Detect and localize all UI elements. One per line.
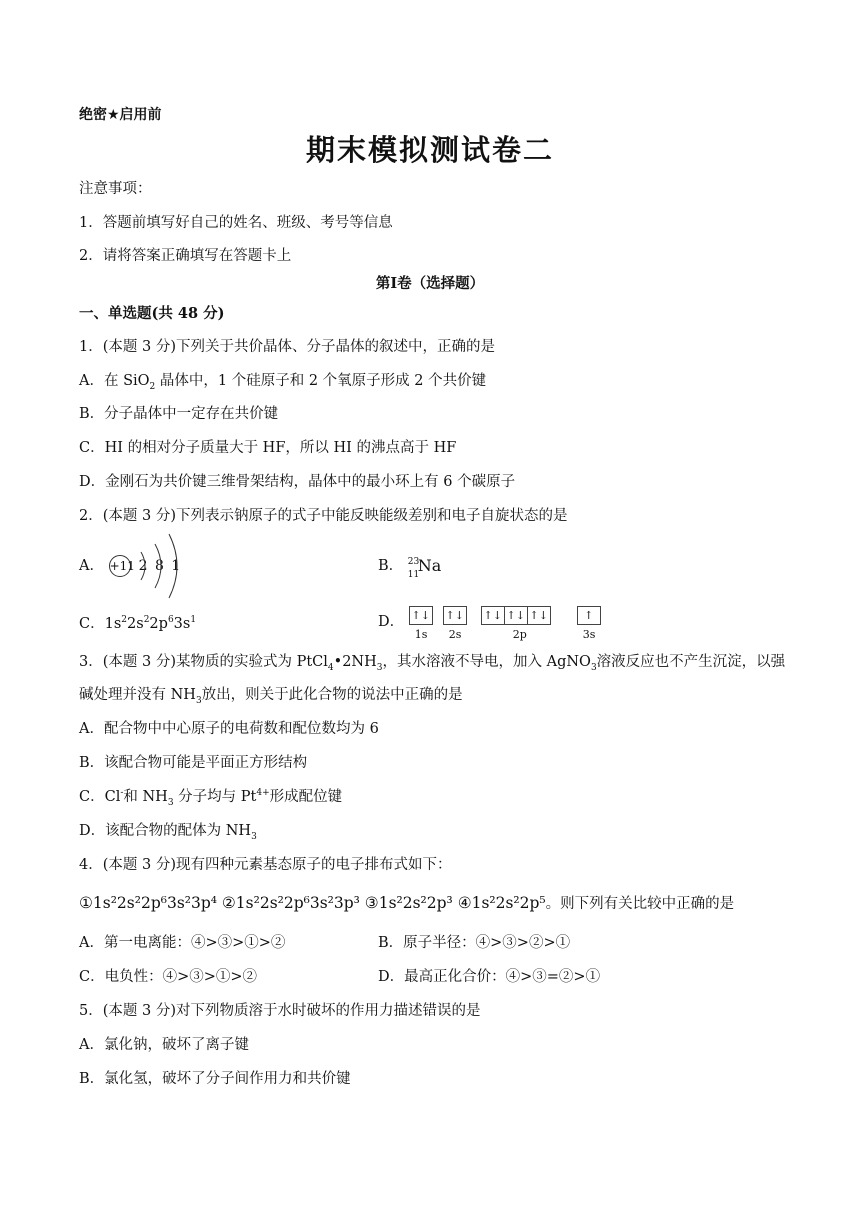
q2-option-a: [79, 556, 199, 576]
c-electrons: 6: [167, 615, 174, 626]
q3-option-d: [79, 821, 257, 841]
notes-heading: 注意事项：: [79, 181, 152, 197]
orbital-box: ↑↓: [443, 606, 467, 625]
section-title: 一、单选题(共 48 分): [79, 305, 225, 322]
q5-stem: 5．(本题 3 分)对下列物质溶于水时破坏的作用力描述错误的是: [79, 1003, 481, 1019]
orbital-box: ↑↓: [504, 606, 528, 625]
q3-text: 放出，则关于此化合物的说法中正确的是: [201, 687, 463, 703]
q5-option-a: A．氯化钠，破坏了离子键: [79, 1037, 249, 1053]
q2-a-label: A．: [79, 558, 104, 574]
q4-option-a: A．第一电离能：④>③>①>②: [79, 935, 286, 951]
q3-c-sub: 3: [167, 797, 174, 808]
q2-option-c: [79, 614, 196, 634]
atomic-structure-diagram: [109, 556, 199, 576]
q3-d-text: D．该配合物的配体为 NH: [79, 823, 252, 839]
q3-option-a: A．配合物中中心原子的电荷数和配位数均为 6: [79, 721, 379, 737]
shell-arcs-icon: [131, 530, 191, 602]
confidential-label: 绝密★启用前: [79, 107, 162, 123]
q3-text: 碱处理并没有 NH: [79, 687, 196, 703]
q4-option-d: D．最高正化合价：④>③=②>①: [378, 969, 601, 985]
q2-option-d: [378, 609, 629, 644]
q5-option-b: B．氯化氢，破坏了分子间作用力和共价键: [79, 1071, 351, 1087]
c-orbital: 1s: [104, 616, 122, 632]
q3-sub: 3: [590, 662, 597, 673]
q3-sub: 3: [376, 662, 383, 673]
c-orbital: 2p: [149, 616, 168, 632]
sodium-isotope-symbol: [407, 556, 446, 580]
q2-stem: 2．(本题 3 分)下列表示钠原子的式子中能反映能级差别和电子自旋状态的是: [79, 508, 568, 524]
q1-option-d: D．金刚石为共价键三维骨架结构，晶体中的最小环上有 6 个碳原子: [79, 474, 516, 490]
q4-config-tail: 。则下列有关比较中正确的是: [545, 896, 735, 912]
atomic-number: 11: [407, 570, 420, 580]
note-1: 1．答题前填写好自己的姓名、班级、考号等信息: [79, 215, 393, 231]
q2-c-label: C．: [79, 616, 105, 632]
q3-text: 溶液反应也不产生沉淀，以强: [596, 654, 786, 670]
part-title: 第Ⅰ卷（选择题）: [375, 275, 485, 292]
q3-option-b: B．该配合物可能是平面正方形结构: [79, 755, 308, 771]
q2-b-label: B．: [378, 558, 404, 574]
c-electrons: 1: [190, 615, 197, 626]
electron-shells: 2 8 1: [138, 558, 181, 574]
element-symbol: Na: [417, 556, 442, 575]
q3-c-text: 形成配位键: [269, 789, 343, 805]
q4-config-text: ①1s²2s²2p⁶3s²3p⁴ ②1s²2s²2p⁶3s²3p³ ③1s²2s²2p³ ④1s²2s²2p⁵: [79, 894, 546, 912]
orbital-label: 2s: [448, 628, 462, 641]
c-orbital: 3s: [173, 616, 191, 632]
q3-stem-line-2: [79, 685, 463, 705]
q3-c-text: C．Cl: [79, 789, 121, 805]
q2-option-b: [378, 556, 446, 580]
q3-sub: 4: [327, 662, 334, 673]
q1-a-text-2: 晶体中，1 个硅原子和 2 个氧原子形成 2 个共价键: [155, 373, 487, 389]
q1-option-b: B．分子晶体中一定存在共价键: [79, 406, 279, 422]
c-orbital: 2s: [127, 616, 144, 632]
mass-number: 23: [407, 557, 420, 567]
note-2: 2．请将答案正确填写在答题卡上: [79, 248, 292, 264]
q1-stem: 1．(本题 3 分)下列关于共价晶体、分子晶体的叙述中，正确的是: [79, 339, 495, 355]
q3-stem-line-1: [79, 652, 785, 672]
q3-c-sup: -: [120, 788, 124, 799]
orbital-box: ↑: [577, 606, 601, 625]
q3-d-sub: 3: [251, 831, 257, 842]
c-electrons: 2: [143, 615, 150, 626]
orbital-diagram: [409, 606, 629, 641]
q1-a-sub: 2: [149, 381, 156, 392]
q3-text: •2NH: [333, 654, 377, 670]
orbital-label: 3s: [582, 628, 596, 641]
q2-d-label: D．: [378, 614, 405, 630]
q1-option-a: [79, 371, 486, 391]
q3-c-text: 分子均与 Pt: [173, 789, 257, 805]
q1-option-c: C．HI 的相对分子质量大于 HF，所以 HI 的沸点高于 HF: [79, 440, 457, 456]
q1-a-text: A．在 SiO: [79, 373, 150, 389]
q3-option-c: [79, 787, 342, 807]
page-title: 期末模拟测试卷二: [305, 133, 554, 167]
orbital-box: ↑↓: [527, 606, 551, 625]
orbital-box: ↑↓: [409, 606, 433, 625]
orbital-label: 2p: [512, 628, 527, 641]
q3-sub: 3: [195, 695, 202, 706]
q3-c-text: 和 NH: [123, 789, 168, 805]
q3-c-sup: 4+: [256, 788, 270, 799]
q4-configurations: [79, 893, 734, 914]
q3-text: ，其水溶液不导电，加入 AgNO: [382, 654, 591, 670]
q3-text: 3．(本题 3 分)某物质的实验式为 PtCl: [79, 654, 328, 670]
nucleus-circle: +11: [109, 555, 131, 577]
c-electrons: 2: [121, 615, 128, 626]
q4-stem: 4．(本题 3 分)现有四种元素基态原子的电子排布式如下：: [79, 857, 452, 873]
orbital-box: ↑↓: [481, 606, 505, 625]
orbital-label: 1s: [414, 628, 428, 641]
q4-option-b: B．原子半径：④>③>②>①: [378, 935, 571, 951]
q4-option-c: C．电负性：④>③>①>②: [79, 969, 258, 985]
